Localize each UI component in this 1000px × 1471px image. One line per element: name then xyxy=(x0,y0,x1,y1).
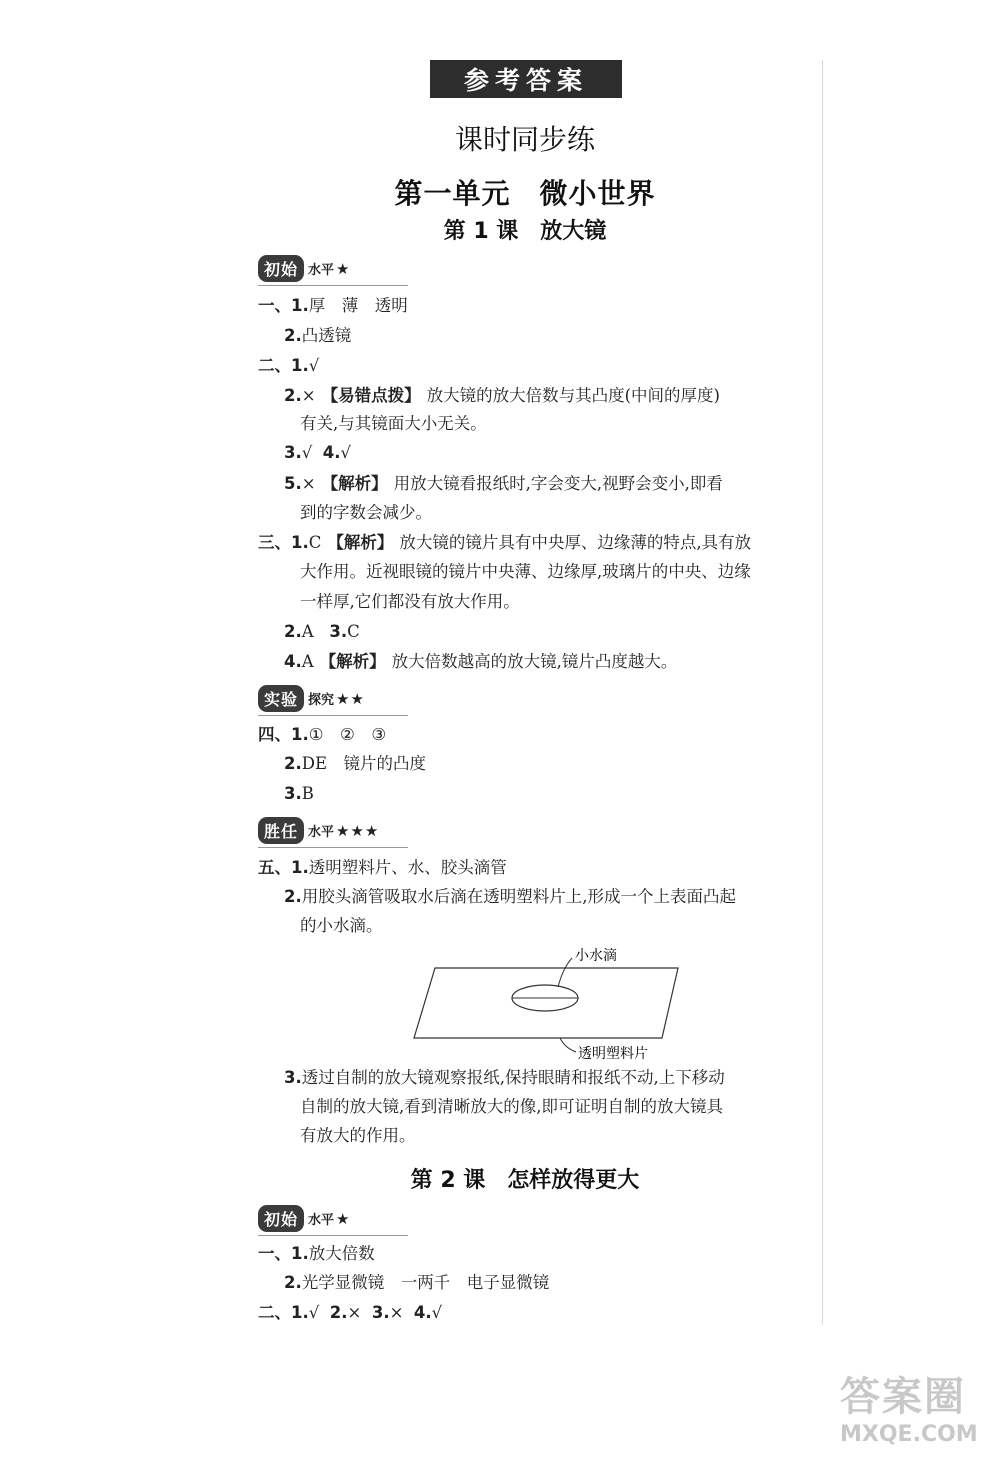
answer-line: 有关,与其镜面大小无关。 xyxy=(300,414,487,433)
badge-text: 探究 xyxy=(308,693,335,708)
badge-text: 水平 xyxy=(308,1213,335,1228)
level-badge-initial-2 xyxy=(258,1205,350,1232)
answer-line: 四、1.① ② ③ xyxy=(258,725,387,744)
lesson-1-title: 第 1 课 放大镜 xyxy=(443,219,607,244)
badge-pill: 实验 xyxy=(258,685,304,712)
lesson-2-title: 第 2 课 怎样放得更大 xyxy=(410,1168,640,1193)
answer-line: 一、1.放大倍数 xyxy=(258,1244,375,1263)
answer-line: 大作用。近视眼镜的镜片中央薄、边缘厚,玻璃片的中央、边缘 xyxy=(300,562,751,581)
plastic-sheet-label: 透明塑料片 xyxy=(578,1046,648,1062)
badge-text: 水平 xyxy=(308,825,335,840)
answer-line: 3.透过自制的放大镜观察报纸,保持眼睛和报纸不动,上下移动 xyxy=(284,1068,725,1087)
answer-line: 3.√ 4.√ xyxy=(284,443,352,462)
answer-line: 2.A 3.C xyxy=(284,622,360,641)
answer-line: 4.A 【解析】 放大倍数越高的放大镜,镜片凸度越大。 xyxy=(284,652,678,671)
level-badge-initial xyxy=(258,255,350,282)
level-badge-competent xyxy=(258,817,379,844)
answer-line: 一、1.厚 薄 透明 xyxy=(258,296,408,315)
answer-line: 有放大的作用。 xyxy=(300,1126,416,1145)
star-icon: ★ xyxy=(336,1209,351,1228)
answer-line: 五、1.透明塑料片、水、胶头滴管 xyxy=(258,858,507,877)
badge-text: 水平 xyxy=(308,263,335,278)
answer-line: 2.× 【易错点拨】 放大镜的放大倍数与其凸度(中间的厚度) xyxy=(284,386,720,405)
unit-title: 第一单元 微小世界 xyxy=(394,177,656,210)
answer-line: 2.DE 镜片的凸度 xyxy=(284,754,427,773)
watermark-logo-text: 答案圈 xyxy=(840,1374,966,1420)
answer-line: 的小水滴。 xyxy=(300,916,383,935)
answer-line: 二、1.√ 2.× 3.× 4.√ xyxy=(258,1303,443,1322)
site-watermark xyxy=(840,1365,1000,1465)
answer-line: 二、1.√ xyxy=(258,356,320,375)
section-subtitle: 课时同步练 xyxy=(454,123,595,156)
answer-line: 3.B xyxy=(284,784,314,803)
water-drop-diagram xyxy=(400,940,700,1065)
answer-line: 三、1.C 【解析】 放大镜的镜片具有中央厚、边缘薄的特点,具有放 xyxy=(258,533,752,552)
water-drop-label: 小水滴 xyxy=(575,948,617,964)
column-divider xyxy=(822,60,823,1325)
answer-key-banner: 参考答案 xyxy=(430,60,622,98)
answer-line: 2.用胶头滴管吸取水后滴在透明塑料片上,形成一个上表面凸起 xyxy=(284,887,736,906)
star-icon: ★ xyxy=(336,259,351,278)
answer-line: 一样厚,它们都没有放大作用。 xyxy=(300,592,520,611)
answer-line: 自制的放大镜,看到清晰放大的像,即可证明自制的放大镜具 xyxy=(300,1097,723,1116)
plastic-sheet-shape xyxy=(414,968,678,1038)
badge-pill: 初始 xyxy=(258,255,304,282)
watermark-url: MXQE.COM xyxy=(840,1422,978,1447)
answer-line: 2.光学显微镜 一两千 电子显微镜 xyxy=(284,1273,550,1292)
star-icon: ★★★ xyxy=(336,821,380,840)
answer-line: 5.× 【解析】 用放大镜看报纸时,字会变大,视野会变小,即看 xyxy=(284,474,723,493)
sheet-leader-line xyxy=(560,1038,576,1052)
badge-pill: 初始 xyxy=(258,1205,304,1232)
drop-leader-line xyxy=(558,958,572,987)
badge-pill: 胜任 xyxy=(258,817,304,844)
answer-line: 到的字数会减少。 xyxy=(300,503,432,522)
answer-line: 2.凸透镜 xyxy=(284,326,352,345)
level-badge-experiment xyxy=(258,685,365,712)
star-icon: ★★ xyxy=(336,689,365,708)
